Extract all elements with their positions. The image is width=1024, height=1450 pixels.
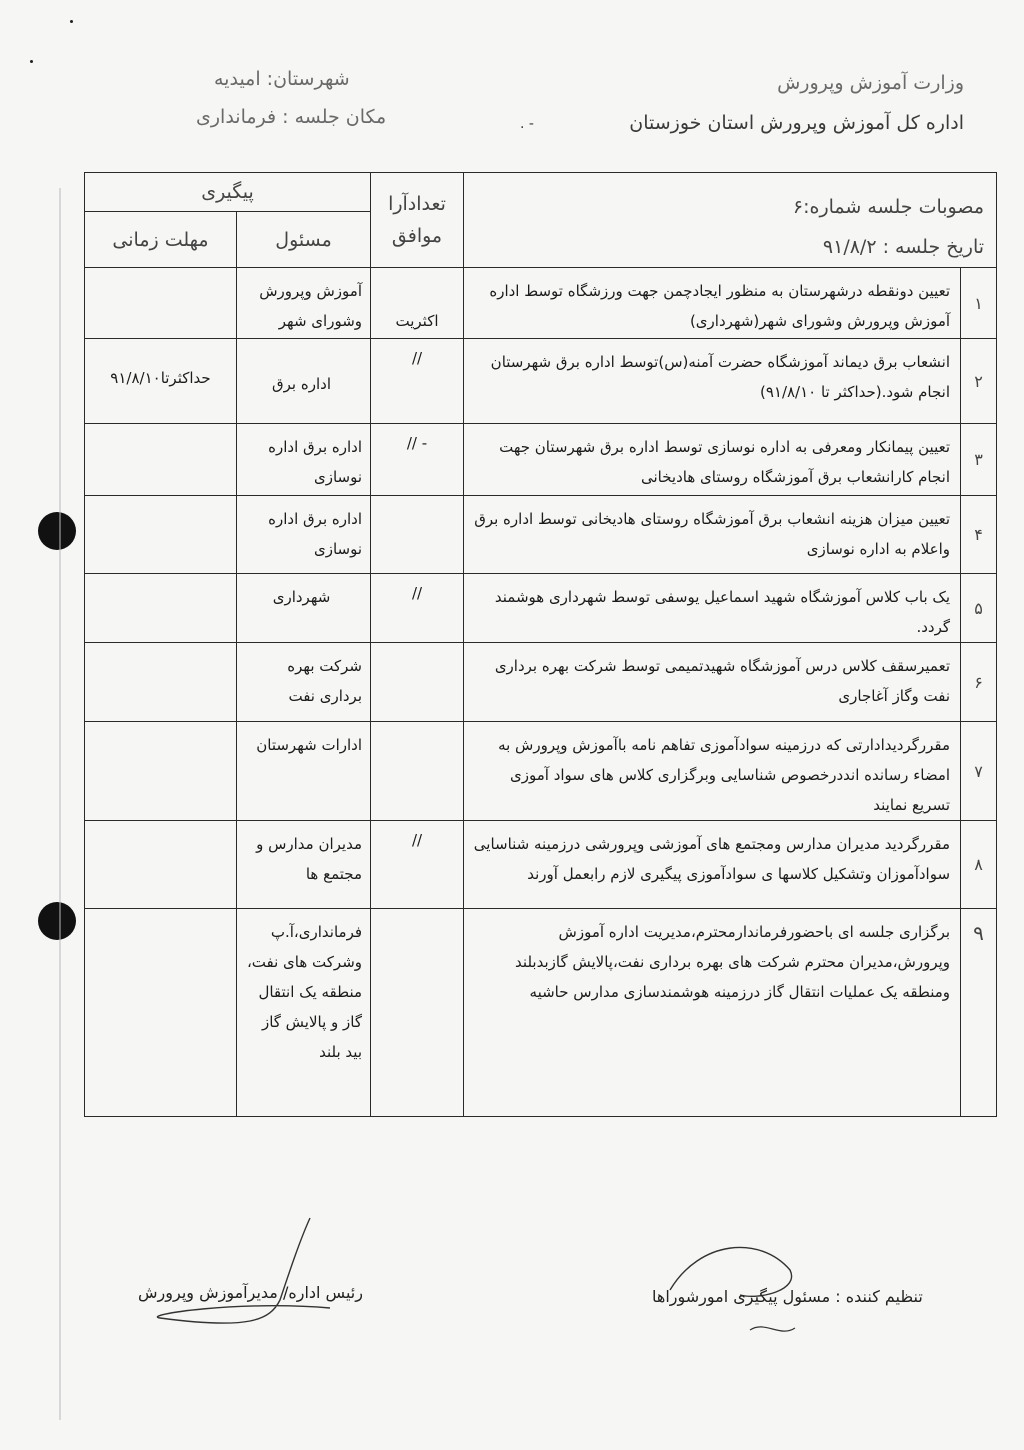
row-number: ۵ [961, 574, 997, 643]
row-number: ۹ [961, 909, 997, 1117]
responsible-header: مسئول [237, 212, 371, 268]
row-responsible: اداره برق [237, 339, 371, 424]
row-number: ۴ [961, 496, 997, 574]
row-text: مقررگردیدادارتی که درزمینه سوادآموزی تفاهم نامه باآموزش وپرورش به امضاء رسانده انددرخصوص شناسایی وبرگزاری کلاس های سواد آموزی تسریع نمایند [464, 722, 961, 821]
deadline-header: مهلت زمانی [85, 212, 237, 268]
row-number: ۸ [961, 821, 997, 909]
row-votes: اکثریت [371, 268, 464, 339]
row-number: ۶ [961, 643, 997, 722]
votes-header-line1: تعدادآرا [388, 193, 446, 215]
votes-header-line2: موافق [391, 225, 443, 247]
row-responsible: ادارات شهرستان [237, 722, 371, 821]
row-text: تعیین دونقطه درشهرستان به منظور ایجادچمن جهت ورزشگاه توسط اداره آموزش وپرورش وشورای شهر(شهرداری) [464, 268, 961, 339]
row-number: ۱ [961, 268, 997, 339]
row-responsible: اداره برق اداره نوسازی [237, 496, 371, 574]
row-votes: // [371, 821, 464, 909]
director-sign-label: رئیس اداره/ مدیرآموزش وپرورش [138, 1283, 363, 1302]
row-responsible: مدیران مدارس و مجتمع ها [237, 821, 371, 909]
row-responsible: اداره برق اداره نوسازی [237, 424, 371, 496]
row-votes: // [371, 339, 464, 424]
row-number: ۲ [961, 339, 997, 424]
meeting-date: تاریخ جلسه : ۹۱/۸/۲ [822, 236, 985, 258]
row-votes: - // [371, 424, 464, 496]
venue-label: مکان جلسه : فرمانداری [196, 106, 387, 128]
row-text: یک باب کلاس آموزشگاه شهید اسماعیل یوسفی توسط شهرداری هوشمند گردد. [464, 574, 961, 643]
row-text: تعیین میزان هزینه انشعاب برق آموزشگاه روستای هادیخانی توسط اداره برق واعلام به اداره نوسازی [464, 496, 961, 574]
row-number: ۷ [961, 722, 997, 821]
preparer-sign-label: تنظیم کننده : مسئول پیگیری امورشوراها [652, 1287, 923, 1306]
row-responsible: آموزش وپرورش وشورای شهر [237, 268, 371, 339]
row-deadline: حداکثرتا۹۱/۸/۱۰ [85, 339, 237, 424]
directorate-name: اداره کل آموزش وپرورش استان خوزستان [629, 112, 964, 134]
row-responsible: شرکت بهره برداری نفت [237, 643, 371, 722]
row-text: انشعاب برق دیماند آموزشگاه حضرت آمنه(س)توسط اداره برق شهرستان انجام شود.(حداکثر تا ۹۱/۸/۱۰) [464, 339, 961, 424]
preparer-initials [750, 1327, 795, 1331]
city-label: شهرستان: امیدیه [214, 68, 350, 90]
row-text: تعمیرسقف کلاس درس آموزشگاه شهیدتمیمی توسط شرکت بهره برداری نفت وگاز آغاجاری [464, 643, 961, 722]
row-responsible: شهرداری [237, 574, 371, 643]
director-signature [157, 1218, 330, 1323]
followup-header: پیگیری [85, 173, 371, 212]
row-text: تعیین پیمانکار ومعرفی به اداره نوسازی توسط اداره برق شهرستان جهت انجام کارانشعاب برق آموزشگاه روستای هادیخانی [464, 424, 961, 496]
row-text: برگزاری جلسه ای باحضورفرماندارمحترم،مدیریت اداره آموزش وپرورش،مدیران محترم شرکت های بهره برداری نفت،پالایش گازبدبلند ومنطقه یک عملیات انتقال گاز درزمینه هوشمندسازی مدارس حاشیه [464, 909, 961, 1117]
ministry-name: وزارت آموزش وپرورش [777, 72, 964, 94]
row-responsible: فرمانداری،آ.پ وشرکت های نفت، منطقه یک انتقال گاز و پالایش گاز بید بلند [237, 909, 371, 1117]
row-text: مقررگردید مدیران مدارس ومجتمع های آموزشی وپرورشی درزمینه شناسایی سوادآموزان وتشکیل کلاسها ی سوادآموزی پیگیری لازم رابعمل آورند [464, 821, 961, 909]
row-number: ۳ [961, 424, 997, 496]
meeting-title: مصوبات جلسه شماره:۶ [792, 196, 985, 218]
header-dash: - . [520, 116, 534, 132]
row-votes: // [371, 574, 464, 643]
